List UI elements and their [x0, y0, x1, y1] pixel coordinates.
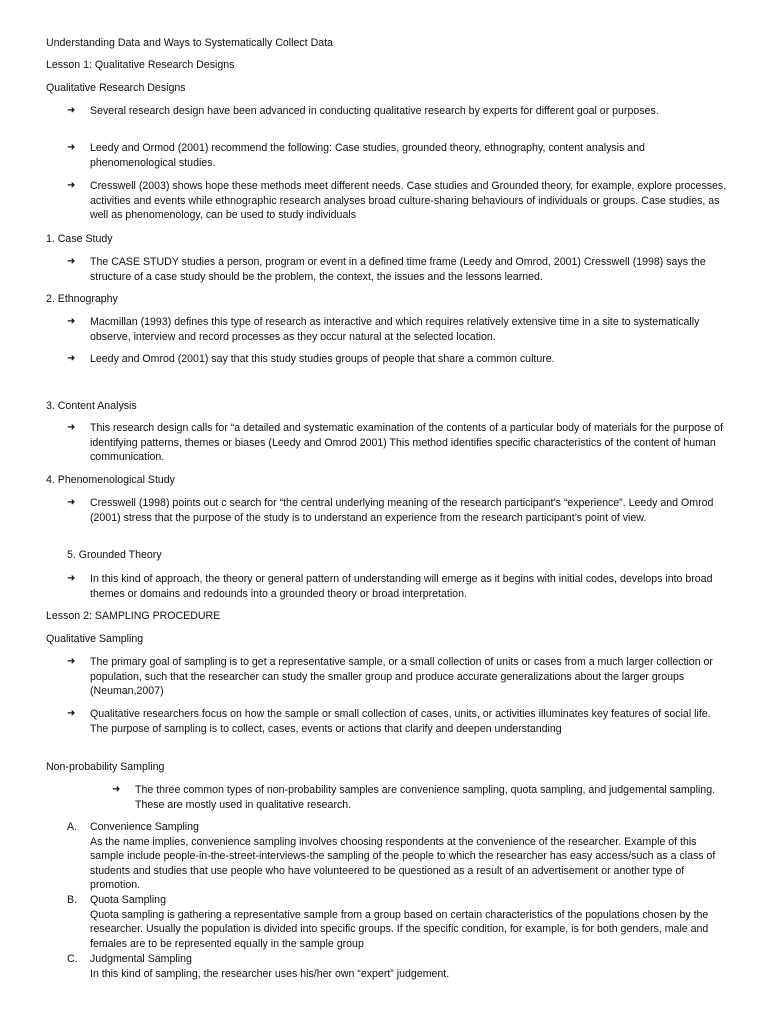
sampling-type-body: As the name implies, convenience sampling involves choosing respondents at the convenience of the researcher. Example of this sample include people-in-the-street-interviews-the sampling of the people to which the researcher has easy access/such as a class of students and studies that use people who have volunteered to be questioned as a result of an advertisement or another type of promotion.: [90, 835, 716, 892]
sampling-type-title: Quota Sampling: [90, 894, 166, 906]
arrow-bullet-icon: ➜: [67, 256, 76, 267]
lesson1-heading: Lesson 1: Qualitative Research Designs: [46, 59, 235, 71]
bullet-text: Qualitative researchers focus on how the sample or small collection of cases, units, or activities illuminates key features of social life. The purpose of sampling is to collect, cases, events or actions that clarify and deepen understanding: [90, 708, 711, 735]
bullet-text: Cresswell (1998) points out c search for “the central underlying meaning of the research participant’s “experience”. Leedy and Omrod (2001) stress that the purpose of the study is to understand an experience from the research participant’s point of view.: [90, 497, 714, 524]
sampling-type-item: [67, 820, 727, 893]
arrow-bullet-icon: ➜: [67, 142, 76, 153]
sampling-type-item: [67, 952, 727, 981]
arrow-bullet-icon: ➜: [67, 353, 76, 364]
arrow-bullet-icon: ➜: [67, 708, 76, 719]
bullet-text: Macmillan (1993) defines this type of research as interactive and which requires relatively extensive time in a site to systematically observe, interview and record processes as they occur natural at the selected location.: [90, 316, 700, 343]
bullet-text: The three common types of non-probability samples are convenience sampling, quota sampling, and judgemental sampling. These are mostly used in qualitative research.: [135, 784, 716, 811]
bullet-text: Leedy and Omrod (2001) say that this study studies groups of people that share a common culture.: [90, 353, 555, 365]
list-letter: B.: [67, 894, 78, 906]
qualitative-sampling-heading: Qualitative Sampling: [46, 633, 144, 645]
bullet-item: [67, 352, 727, 367]
bullet-text: Several research design have been advanced in conducting qualitative research by experts for different goal or purposes.: [90, 105, 659, 117]
bullet-text: Leedy and Ormod (2001) recommend the following: Case studies, grounded theory, ethnography, content analysis and phenomenological studies.: [90, 142, 645, 169]
bullet-text: In this kind of approach, the theory or general pattern of understanding will emerge as it begins with initial codes, develops into broad themes or domains and redounds into a grounded theory or broad interpretation.: [90, 573, 713, 600]
bullet-text: Cresswell (2003) shows hope these methods meet different needs. Case studies and Grounded theory, for example, explore processes, activities and events while ethnographic research analyses broad culture-sharing behaviours of individuals or groups. Case studies, as well as phenomenology, can be used to study individuals: [90, 180, 727, 222]
arrow-bullet-icon: ➜: [67, 497, 76, 508]
bullet-item: [112, 783, 732, 812]
sampling-type-title: Convenience Sampling: [90, 821, 199, 833]
arrow-bullet-icon: ➜: [67, 573, 76, 584]
arrow-bullet-icon: ➜: [112, 784, 121, 795]
bullet-item: [67, 496, 727, 525]
list-letter: A.: [67, 821, 78, 833]
section-heading-grounded-theory: 5. Grounded Theory: [67, 549, 162, 561]
arrow-bullet-icon: ➜: [67, 105, 76, 116]
sampling-type-body: Quota sampling is gathering a representative sample from a group based on certain characteristics of the populations chosen by the researcher. Usually the population is divided into specific groups. If the specific condition, for example, is for both genders, male and females are to be represented equally in the sample group: [90, 908, 709, 950]
bullet-item: [67, 315, 727, 344]
list-letter: C.: [67, 953, 78, 965]
bullet-item: [67, 421, 727, 465]
arrow-bullet-icon: ➜: [67, 180, 76, 191]
bullet-text: The CASE STUDY studies a person, program or event in a defined time frame (Leedy and Omrod, 2001) Cresswell (1998) says the structure of a case study should be the problem, the context, the issues and the lessons learned.: [90, 256, 706, 283]
document-title: Understanding Data and Ways to Systematically Collect Data: [46, 37, 333, 49]
arrow-bullet-icon: ➜: [67, 422, 76, 433]
bullet-item: [67, 104, 727, 119]
bullet-item: [67, 572, 727, 601]
bullet-item: [67, 179, 727, 223]
sampling-type-title: Judgmental Sampling: [90, 953, 192, 965]
bullet-item: [67, 141, 727, 170]
bullet-text: The primary goal of sampling is to get a representative sample, or a small collection of units or cases from a much larger collection or population, such that the researcher can study the smaller group and produce accurate generalizations about the larger groups (Neuman,2007): [90, 656, 713, 698]
arrow-bullet-icon: ➜: [67, 316, 76, 327]
lesson2-heading: Lesson 2: SAMPLING PROCEDURE: [46, 610, 221, 622]
bullet-item: [67, 707, 727, 736]
section-heading-ethnography: 2. Ethnography: [46, 293, 118, 305]
arrow-bullet-icon: ➜: [67, 656, 76, 667]
nonprobability-heading: Non-probability Sampling: [46, 761, 165, 773]
sampling-type-body: In this kind of sampling, the researcher uses his/her own “expert” judgement.: [90, 967, 450, 980]
lesson1-subheading: Qualitative Research Designs: [46, 82, 186, 94]
section-heading-phenomenological: 4. Phenomenological Study: [46, 474, 175, 486]
bullet-text: This research design calls for “a detailed and systematic examination of the contents of a particular body of materials for the purpose of identifying patterns, themes or biases (Leedy and Omrod 2001) This method identifies specific characteristics of the content of human communication.: [90, 422, 724, 464]
bullet-item: [67, 655, 727, 699]
section-heading-content-analysis: 3. Content Analysis: [46, 400, 137, 412]
section-heading-case-study: 1. Case Study: [46, 233, 113, 245]
sampling-type-item: [67, 893, 727, 951]
bullet-item: [67, 255, 727, 284]
